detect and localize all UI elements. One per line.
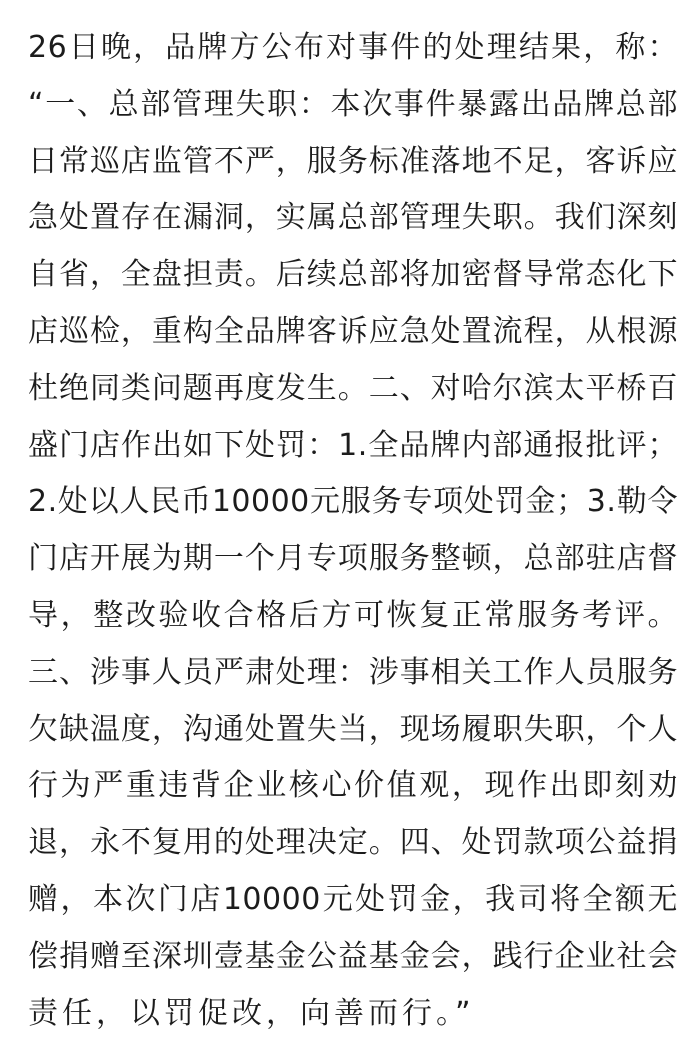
text-line: 急处置存在漏洞，实属总部管理失职。我们深刻	[28, 200, 678, 236]
text-line: 偿捐赠至深圳壹基金公益基金会，践行企业社会	[28, 938, 678, 974]
text-line: 26日晚，品牌方公布对事件的处理结果，称：	[28, 30, 678, 65]
text-line: 导，整改验收合格后方可恢复正常服务考评。	[28, 597, 678, 633]
text-line: 行为严重违背企业核心价值观，现作出即刻劝	[28, 768, 678, 804]
text-line: 三、涉事人员严肃处理：涉事相关工作人员服务	[28, 654, 678, 690]
text-line: 自省，全盘担责。后续总部将加密督导常态化下	[28, 257, 678, 293]
text-line: 盛门店作出如下处罚：1.全品牌内部通报批评；	[28, 427, 678, 463]
text-line: 欠缺温度，沟通处置失当，现场履职失职，个人	[28, 711, 678, 747]
text-line: 赠，本次门店10000元处罚金，我司将全额无	[28, 881, 678, 917]
text-line: 店巡检，重构全品牌客诉应急处置流程，从根源	[28, 313, 678, 349]
text-line: 责任，以罚促改，向善而行。”	[28, 995, 475, 1031]
text-line: “一、总部管理失职：本次事件暴露出品牌总部	[28, 86, 678, 122]
article-body	[28, 20, 678, 1042]
text-line: 日常巡店监管不严，服务标准落地不足，客诉应	[28, 143, 678, 179]
text-line: 杜绝同类问题再度发生。二、对哈尔滨太平桥百	[28, 370, 678, 406]
text-line: 门店开展为期一个月专项服务整顿，总部驻店督	[28, 541, 678, 577]
text-line: 2.处以人民币10000元服务专项处罚金；3.勒令	[28, 484, 678, 520]
text-line: 退，永不复用的处理决定。四、处罚款项公益捐	[28, 825, 678, 861]
